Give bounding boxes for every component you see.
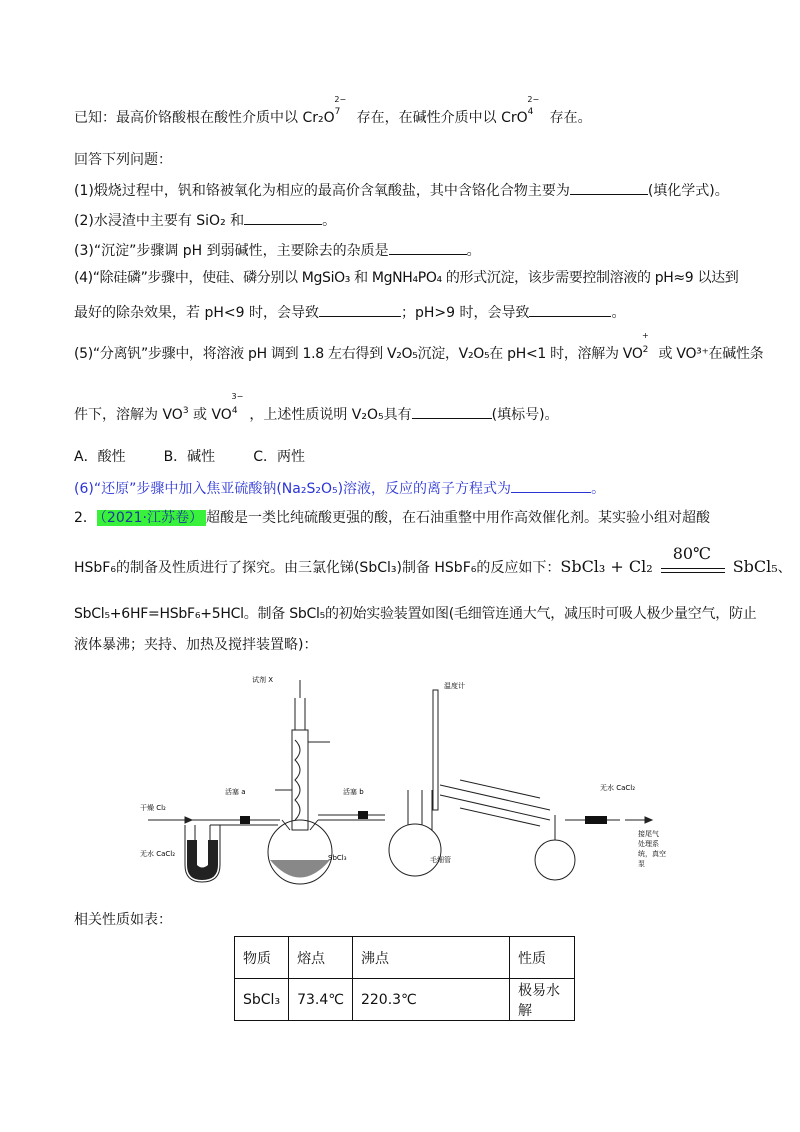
label-reagent-x: 试剂 X — [252, 676, 274, 684]
answer-blank — [244, 210, 322, 225]
label-capillary: 毛细管 — [430, 856, 451, 864]
label-cacl2-left: 无水 CaCl₂ — [140, 850, 176, 858]
known-statement: 已知：最高价铬酸根在酸性介质中以 $Cr_2O^{72-}$ 存在，在碱性介质中以 CrO$^{42-}$ 存在。 — [74, 95, 592, 126]
problem-2-line3: SbCl₅+6HF=HSbF₆+5HCl。制备 SbCl₅的初始实验装置如图(毛细管连通大气，减压时可吸人极少量空气，防止 — [74, 606, 757, 622]
table-header-cell: 物质 — [235, 937, 289, 979]
option-b: B．碱性 — [163, 449, 216, 465]
table-header-cell: 沸点 — [352, 937, 509, 979]
answer-blank — [319, 302, 401, 317]
answer-header: 回答下列问题： — [74, 152, 172, 168]
label-sbcl3: SbCl₃ — [328, 854, 347, 862]
apparatus-diagram — [130, 670, 680, 890]
table-header-cell: 性质 — [509, 937, 574, 979]
label-valve-a: 活塞 a — [225, 788, 246, 796]
problem-2-line4: 液体暴沸；夹持、加热及搅拌装置略)： — [74, 637, 318, 653]
properties-intro: 相关性质如表： — [74, 912, 172, 928]
question-5-line1: (5)“分离钒”步骤中，将溶液 pH 调到 1.8 左右得到 V₂O₅沉淀，V₂O₅在 pH<1 时，溶解为 $VO^{2+}$ 或 VO³⁺在碱性条 — [74, 331, 764, 362]
distillation-flask — [389, 824, 441, 876]
table-cell: SbCl₃ — [235, 979, 289, 1021]
equation-left: SbCl₃ + Cl₂ — [560, 557, 653, 576]
label-valve-b: 活塞 b — [343, 788, 364, 796]
question-5-line2: 件下，溶解为 $VO^3$ 或 $VO^{43-}$，上述性质说明 V₂O₅具有 (填标号)。 — [74, 392, 559, 423]
label-cacl2-right: 无水 CaCl₂ — [600, 784, 636, 792]
table-row — [235, 979, 575, 1021]
answer-blank — [529, 302, 611, 317]
answer-blank — [412, 404, 492, 419]
dichromate-formula: $Cr_2O^{72-}$ — [302, 95, 347, 126]
question-6: (6)“还原”步骤中加入焦亚硫酸钠(Na₂S₂O₅)溶液，反应的离子方程式为 。 — [74, 478, 605, 499]
question-1: (1)煅烧过程中，钒和铬被氧化为相应的最高价含氧酸盐，其中含铬化合物主要为 (填化学式)。 — [74, 180, 729, 201]
thermometer — [433, 690, 438, 810]
problem-2-line1: 2． （2021·江苏卷） 超酸是一类比纯硫酸更强的酸，在石油重整中用作高效催化剂。某实验小组对超酸 — [74, 510, 711, 526]
table-cell: 73.4℃ — [289, 979, 353, 1021]
table-header-cell: 熔点 — [289, 937, 353, 979]
option-c: C．两性 — [253, 449, 305, 465]
table-cell: 220.3℃ — [352, 979, 509, 1021]
answer-blank — [511, 478, 591, 493]
label-exhaust: 接尾气处理系统，真空泵 — [638, 830, 666, 868]
answer-blank — [570, 180, 648, 195]
question-4-line2: 最好的除杂效果，若 pH<9 时，会导致 ；pH>9 时，会导致 。 — [74, 302, 625, 323]
problem-2-line2: HSbF₆的制备及性质进行了探究。由三氯化锑(SbCl₃)制备 HSbF₆的反应如下：SbCl₃ + Cl₂ 80℃ SbCl₅、 — [74, 543, 792, 576]
table-header-row — [235, 937, 575, 979]
question-4-line1: (4)“除硅磷”步骤中，使硅、磷分别以 MgSiO₃ 和 MgNH₄PO₄ 的形式沉淀，该步需要控制溶液的 pH≈9 以达到 — [74, 270, 739, 286]
table-cell: 极易水解 — [509, 979, 574, 1021]
equation-condition: 80℃ — [661, 564, 725, 573]
label-dry-cl2: 干燥 Cl₂ — [140, 804, 166, 812]
answer-blank — [389, 240, 467, 255]
source-tag: （2021·江苏卷） — [97, 510, 206, 526]
equation-right: SbCl₅ — [732, 557, 778, 576]
question-2: (2)水浸渣中主要有 SiO₂ 和 。 — [74, 210, 336, 231]
properties-table — [234, 936, 575, 1021]
option-a: A．酸性 — [74, 449, 126, 465]
question-3: (3)“沉淀”步骤调 pH 到弱碱性，主要除去的杂质是 。 — [74, 240, 481, 261]
chromate-formula: CrO$^{42-}$ — [501, 95, 540, 126]
label-thermometer: 温度计 — [444, 682, 465, 690]
receiving-flask — [535, 840, 575, 880]
answer-options — [74, 447, 305, 467]
